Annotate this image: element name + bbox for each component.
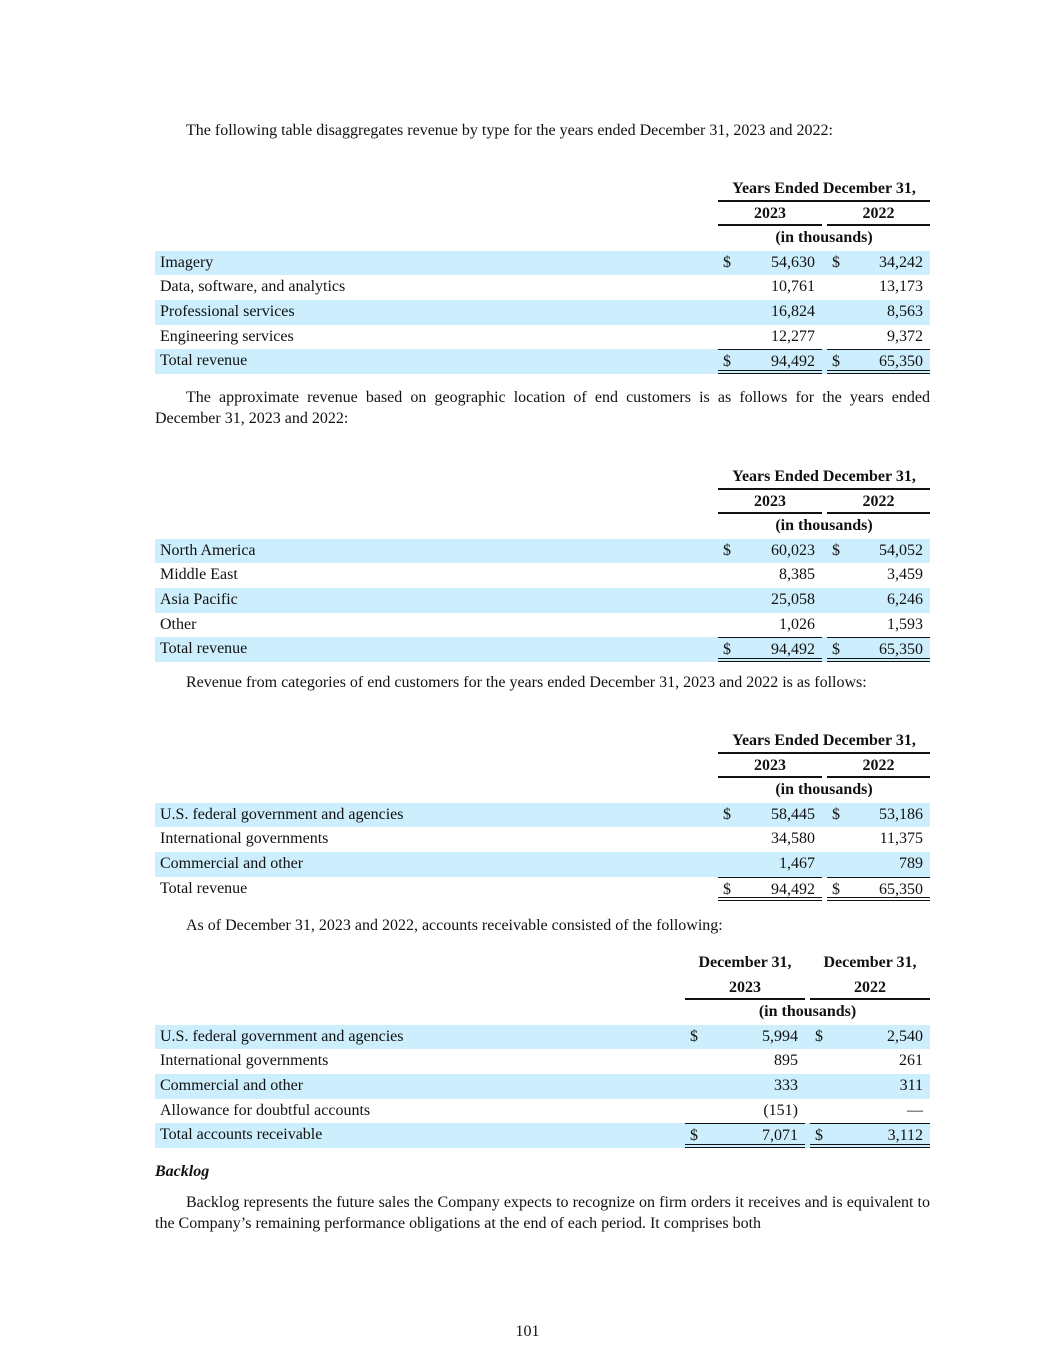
value: 12,277 (771, 327, 815, 345)
value: 1,026 (779, 615, 815, 633)
value-cell (827, 563, 930, 588)
column-header-year: 2023 (718, 202, 822, 227)
intro-revenue-by-geography: The approximate revenue based on geographic location of end customers is as follows for the years ended December 31, 2023 and 2022: (155, 389, 930, 427)
value: 16,824 (771, 302, 815, 320)
header-spacer (155, 465, 718, 490)
value-cell (718, 275, 822, 300)
table-header-row (155, 202, 930, 227)
table-row (155, 275, 930, 300)
header-spacer (155, 226, 718, 251)
currency-symbol: $ (815, 1127, 823, 1145)
row-label: Imagery (160, 253, 214, 271)
value-cell (718, 325, 822, 350)
currency-symbol: $ (723, 253, 731, 271)
currency-symbol: $ (832, 541, 840, 559)
revenue-by-customer-table (155, 729, 930, 901)
value-cell (718, 613, 822, 638)
column-header-year: 2022 (810, 976, 930, 1001)
value-cell (827, 275, 930, 300)
value: 6,246 (887, 590, 923, 608)
table-header-row (155, 976, 930, 1001)
row-label: Data, software, and analytics (160, 278, 346, 296)
value-cell (718, 539, 822, 564)
value-cell (718, 877, 822, 902)
value: 5,994 (762, 1027, 798, 1045)
table-header-row (155, 754, 930, 779)
header-spacer (155, 951, 685, 976)
currency-symbol: $ (832, 353, 840, 371)
table-row (155, 349, 930, 374)
value-cell (810, 1074, 930, 1099)
value-cell (827, 300, 930, 325)
value-cell (827, 852, 930, 877)
header-spacer (155, 729, 718, 754)
value: 13,173 (879, 278, 923, 296)
value-cell (718, 251, 822, 276)
column-header-year: 2023 (718, 490, 822, 515)
currency-symbol: $ (723, 641, 731, 659)
value: 60,023 (771, 541, 815, 559)
row-label: U.S. federal government and agencies (160, 805, 404, 823)
value-cell (827, 803, 930, 828)
column-header-year: 2022 (827, 754, 930, 779)
value: 9,372 (887, 327, 923, 345)
revenue-by-type-table (155, 177, 930, 374)
value-cell (827, 613, 930, 638)
currency-symbol: $ (723, 805, 731, 823)
value: 7,071 (762, 1127, 798, 1145)
value: 3,459 (887, 566, 923, 584)
currency-symbol: $ (723, 353, 731, 371)
table-header-row (155, 729, 930, 754)
row-label: Allowance for doubtful accounts (160, 1101, 371, 1119)
value-cell (718, 637, 822, 662)
period-header: Years Ended December 31, (718, 177, 930, 202)
header-spacer (155, 514, 718, 539)
value: 94,492 (771, 880, 815, 898)
value-cell (718, 827, 822, 852)
value-cell (718, 300, 822, 325)
header-spacer (155, 177, 718, 202)
value: 53,186 (879, 805, 923, 823)
value: 8,563 (887, 302, 923, 320)
table-row (155, 803, 930, 828)
value-cell (827, 539, 930, 564)
table-row (155, 1049, 930, 1074)
period-header: Years Ended December 31, (718, 729, 930, 754)
value-cell (827, 349, 930, 374)
currency-symbol: $ (832, 880, 840, 898)
row-label: Engineering services (160, 327, 294, 345)
table-row (155, 563, 930, 588)
currency-symbol: $ (690, 1027, 698, 1045)
value: 311 (899, 1076, 923, 1094)
table-row (155, 1025, 930, 1050)
table-row (155, 1074, 930, 1099)
value: 1,467 (779, 854, 815, 872)
row-label: Total revenue (160, 640, 248, 658)
value: 2,540 (887, 1027, 923, 1045)
currency-symbol: $ (832, 641, 840, 659)
value: 94,492 (771, 641, 815, 659)
table-row (155, 877, 930, 902)
intro-accounts-receivable: As of December 31, 2023 and 2022, accounts receivable consisted of the following: (186, 917, 723, 934)
table-row (155, 300, 930, 325)
currency-symbol: $ (723, 541, 731, 559)
header-spacer (155, 490, 718, 515)
value: 54,052 (879, 541, 923, 559)
column-header-year: 2023 (685, 976, 805, 1001)
header-spacer (155, 778, 718, 803)
column-header-top: December 31, (698, 954, 792, 971)
row-label: International governments (160, 830, 329, 848)
units-label: (in thousands) (775, 781, 873, 799)
period-header: Years Ended December 31, (718, 465, 930, 490)
row-label: North America (160, 541, 256, 559)
table-row (155, 613, 930, 638)
value-cell (810, 1123, 930, 1148)
value-cell (827, 637, 930, 662)
value-cell (685, 1074, 805, 1099)
value-cell (810, 1049, 930, 1074)
header-spacer (155, 1000, 685, 1025)
currency-symbol: $ (815, 1027, 823, 1045)
table-row (155, 1099, 930, 1124)
header-spacer (155, 976, 685, 1001)
row-label: Commercial and other (160, 854, 304, 872)
value-cell (718, 349, 822, 374)
table-header-row (155, 177, 930, 202)
value-cell (685, 1123, 805, 1148)
table-row (155, 637, 930, 662)
value: 789 (899, 854, 923, 872)
row-label: Total accounts receivable (160, 1126, 323, 1144)
value: 10,761 (771, 278, 815, 296)
units-label: (in thousands) (758, 1003, 857, 1021)
value: 895 (774, 1052, 798, 1070)
intro-revenue-by-customer: Revenue from categories of end customers for the years ended December 31, 2023 and 2022 is as follows: (186, 674, 867, 691)
value-cell (827, 827, 930, 852)
table-header-row (155, 514, 930, 539)
value: 3,112 (887, 1127, 923, 1145)
units-label: (in thousands) (775, 517, 873, 535)
value: 34,242 (879, 253, 923, 271)
value-cell (718, 803, 822, 828)
value-cell (718, 588, 822, 613)
table-header-row (155, 490, 930, 515)
table-row (155, 588, 930, 613)
row-label: Total revenue (160, 352, 248, 370)
currency-symbol: $ (832, 253, 840, 271)
value: (151) (763, 1101, 798, 1119)
value: 11,375 (879, 830, 923, 848)
table-header-row (155, 226, 930, 251)
accounts-receivable-table (155, 951, 930, 1148)
value: 261 (899, 1052, 923, 1070)
backlog-paragraph: Backlog represents the future sales the Company expects to recognize on firm orders it receives and is equivalent to the Company’s remaining performance obligations at the end of each period. It comprises both (155, 1194, 930, 1232)
header-spacer (155, 202, 718, 227)
currency-symbol: $ (832, 805, 840, 823)
table-header-row (155, 951, 930, 976)
table-row (155, 251, 930, 276)
row-label: Total revenue (160, 879, 248, 897)
value-cell (810, 1025, 930, 1050)
value: — (907, 1101, 923, 1119)
column-header-top: December 31, (823, 954, 917, 971)
row-label: International governments (160, 1052, 329, 1070)
table-row (155, 827, 930, 852)
row-label: Middle East (160, 566, 238, 584)
value-cell (827, 251, 930, 276)
table-row (155, 325, 930, 350)
table-header-row (155, 778, 930, 803)
page-number: 101 (515, 1323, 540, 1340)
column-header-year: 2022 (827, 202, 930, 227)
value-cell (827, 325, 930, 350)
value: 1,593 (887, 615, 923, 633)
table-row (155, 1123, 930, 1148)
value: 34,580 (771, 830, 815, 848)
value-cell (685, 1049, 805, 1074)
header-spacer (155, 754, 718, 779)
value-cell (685, 1025, 805, 1050)
value-cell (718, 563, 822, 588)
value-cell (827, 588, 930, 613)
value: 65,350 (879, 641, 923, 659)
row-label: Other (160, 615, 197, 633)
currency-symbol: $ (690, 1127, 698, 1145)
value: 8,385 (779, 566, 815, 584)
value-cell (827, 877, 930, 902)
table-header-row (155, 1000, 930, 1025)
value-cell (718, 852, 822, 877)
value: 94,492 (771, 353, 815, 371)
table-header-row (155, 465, 930, 490)
row-label: Commercial and other (160, 1076, 304, 1094)
value: 65,350 (879, 880, 923, 898)
column-header-year: 2022 (827, 490, 930, 515)
currency-symbol: $ (723, 880, 731, 898)
value-cell (685, 1099, 805, 1124)
row-label: U.S. federal government and agencies (160, 1027, 404, 1045)
backlog-heading: Backlog (155, 1163, 210, 1180)
row-label: Professional services (160, 302, 295, 320)
value: 65,350 (879, 353, 923, 371)
value-cell (810, 1099, 930, 1124)
table-row (155, 539, 930, 564)
value: 333 (774, 1076, 798, 1094)
table-row (155, 852, 930, 877)
value: 25,058 (771, 590, 815, 608)
column-header-year: 2023 (718, 754, 822, 779)
value: 58,445 (771, 805, 815, 823)
value: 54,630 (771, 253, 815, 271)
row-label: Asia Pacific (160, 590, 238, 608)
units-label: (in thousands) (775, 229, 873, 247)
revenue-by-geography-table (155, 465, 930, 662)
intro-revenue-by-type: The following table disaggregates revenue by type for the years ended December 31, 2023 and 2022: (186, 122, 833, 139)
